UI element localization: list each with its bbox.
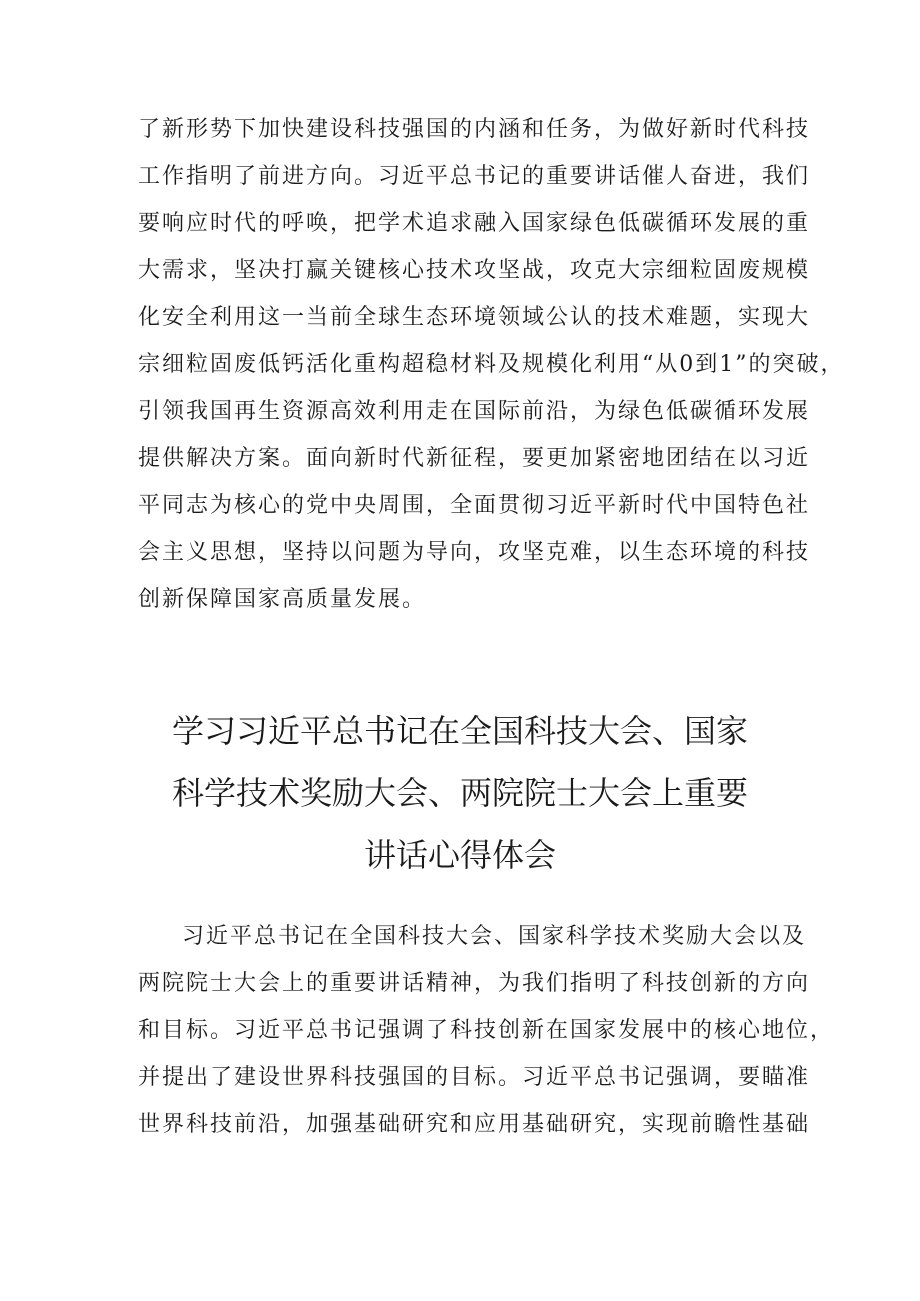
paragraph-line: 世界科技前沿，加强基础研究和应用基础研究，实现前瞻性基础 (138, 1112, 811, 1137)
paragraph-line: 了新形势下加快建设科技强国的内涵和任务，为做好新时代科技 (138, 117, 811, 142)
paragraph-line: 习近平总书记在全国科技大会、国家科学技术奖励大会以及 (182, 924, 807, 949)
paragraph-line: 创新保障国家高质量发展。 (138, 587, 427, 612)
heading-line: 学习习近平总书记在全国科技大会、国家 (171, 712, 748, 750)
paragraph-line: 化安全利用这一当前全球生态环境领域公认的技术难题，实现大 (138, 305, 811, 330)
paragraph-line: 大需求，坚决打赢关键核心技术攻坚战，攻克大宗细粒固废规模 (138, 258, 811, 283)
heading-line: 科学技术奖励大会、两院院士大会上重要 (171, 774, 748, 812)
paragraph-line: 并提出了建设世界科技强国的目标。习近平总书记强调，要瞄准 (138, 1065, 811, 1090)
paragraph-line: 工作指明了前进方向。习近平总书记的重要讲话催人奋进，我们 (138, 164, 811, 189)
paragraph-line: 两院院士大会上的重要讲话精神，为我们指明了科技创新的方向 (138, 971, 811, 996)
paragraph-line: 引领我国再生资源高效利用走在国际前沿，为绿色低碳循环发展 (138, 399, 811, 424)
paragraph-line: 和目标。习近平总书记强调了科技创新在国家发展中的核心地位， (138, 1018, 835, 1043)
heading-line: 讲话心得体会 (363, 836, 556, 874)
body-paragraph-2 (138, 913, 835, 1148)
paragraph-line: 宗细粒固废低钙活化重构超稳材料及规模化利用“从0到1”的突破， (138, 352, 845, 377)
paragraph-line: 提供解决方案。面向新时代新征程，要更加紧密地团结在以习近 (138, 446, 811, 471)
paragraph-line: 会主义思想，坚持以问题为导向，攻坚克难，以生态环境的科技 (138, 540, 811, 565)
body-paragraph-1 (138, 106, 845, 623)
paragraph-line: 平同志为核心的党中央周围，全面贯彻习近平新时代中国特色社 (138, 493, 811, 518)
paragraph-line: 要响应时代的呼唤，把学术追求融入国家绿色低碳循环发展的重 (138, 211, 811, 236)
section-heading (100, 700, 820, 886)
